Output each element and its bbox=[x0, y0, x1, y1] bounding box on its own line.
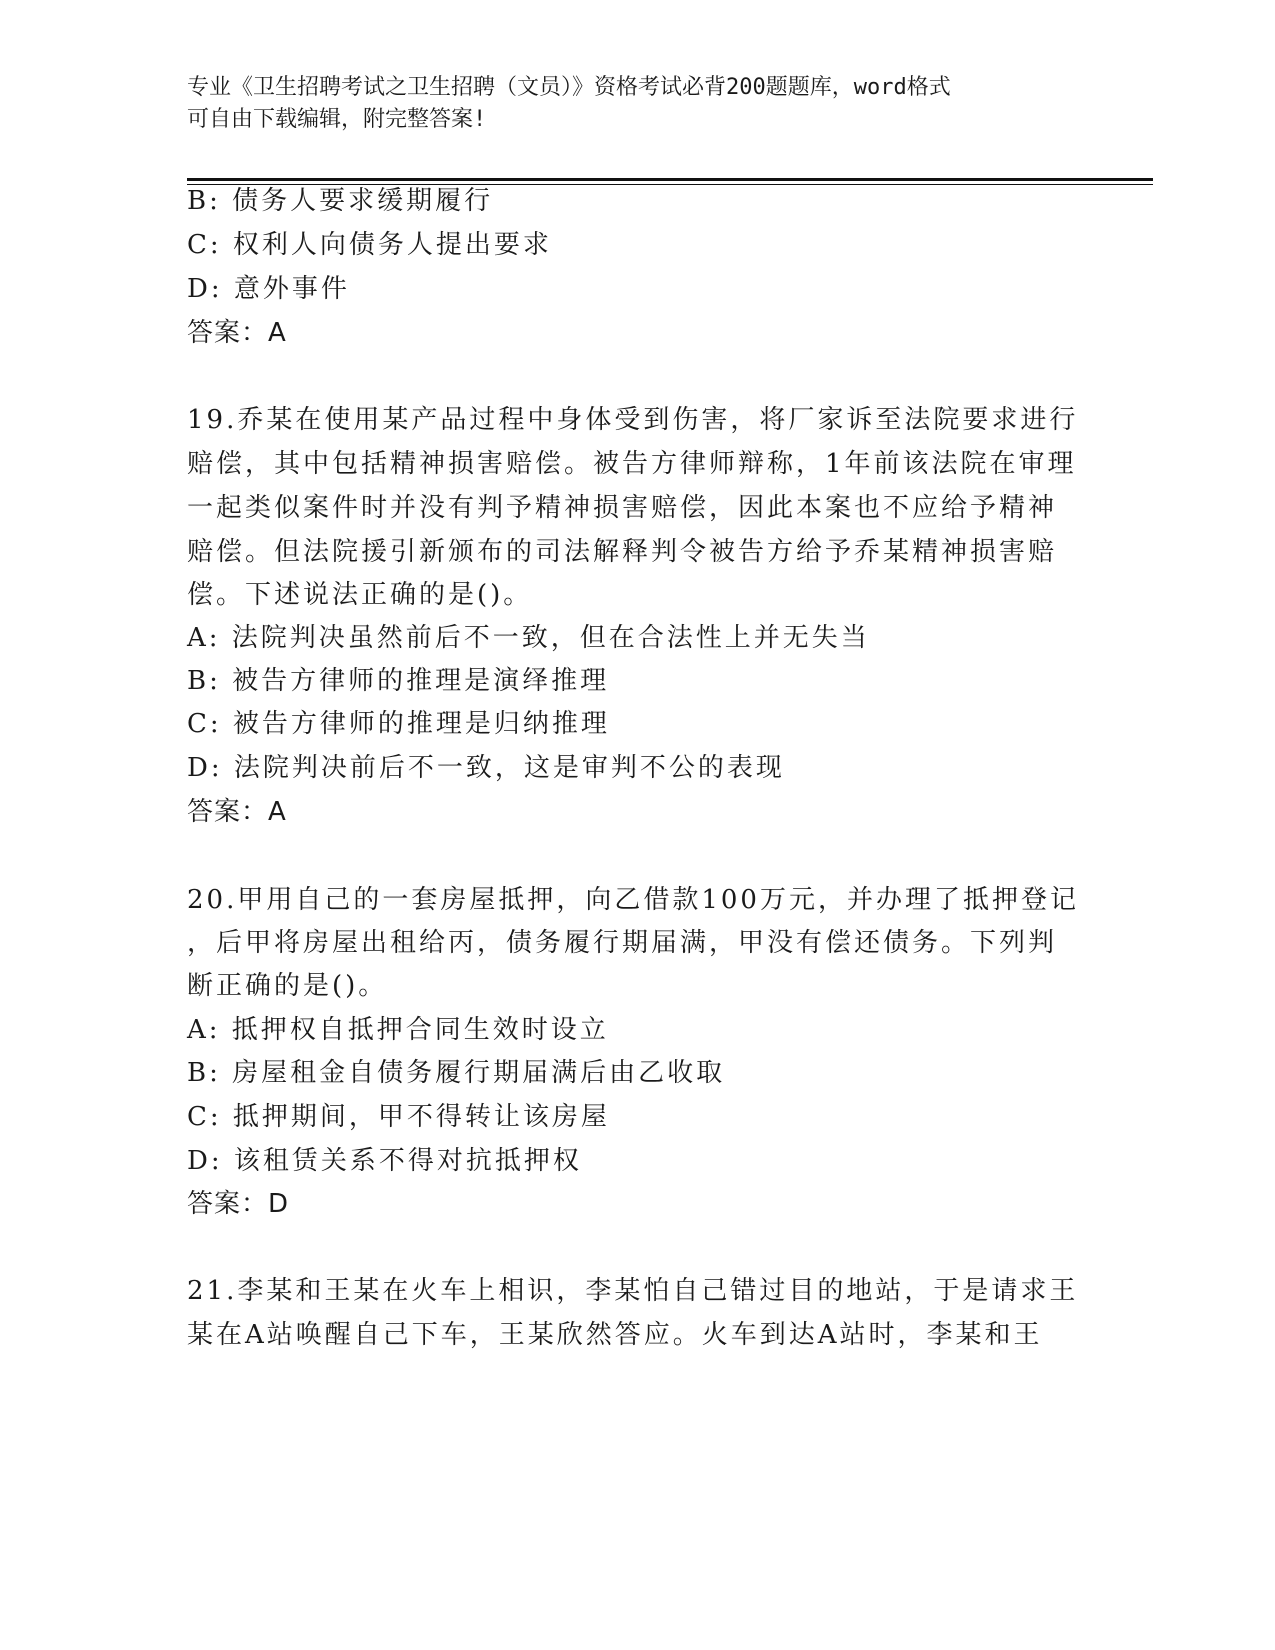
q18-option-c: C: 权利人向债务人提出要求 bbox=[187, 230, 552, 260]
q21-stem-line-1: 21.李某和王某在火车上相识，李某怕自己错过目的地站，于是请求王 bbox=[187, 1276, 1079, 1306]
q19-stem-line-5: 偿。下述说法正确的是()。 bbox=[187, 580, 533, 610]
q19-stem-line-1: 19.乔某在使用某产品过程中身体受到伤害，将厂家诉至法院要求进行 bbox=[187, 405, 1079, 435]
q19-stem-line-4: 赔偿。但法院援引新颁布的司法解释判令被告方给予乔某精神损害赔 bbox=[187, 537, 1058, 567]
header-title-line-1: 专业《卫生招聘考试之卫生招聘（文员）》资格考试必背200题题库，word格式 bbox=[187, 75, 951, 100]
q19-option-d: D: 法院判决前后不一致，这是审判不公的表现 bbox=[187, 753, 785, 783]
q19-option-b: B: 被告方律师的推理是演绎推理 bbox=[187, 666, 610, 696]
q20-answer: 答案：D bbox=[187, 1189, 290, 1219]
q20-option-d: D: 该租赁关系不得对抗抵押权 bbox=[187, 1146, 582, 1176]
q20-option-b: B: 房屋租金自债务履行期届满后由乙收取 bbox=[187, 1058, 726, 1088]
q19-answer: 答案：A bbox=[187, 797, 287, 827]
page-header bbox=[187, 72, 1087, 136]
q20-option-c: C: 抵押期间，甲不得转让该房屋 bbox=[187, 1102, 610, 1132]
q19-stem-line-3: 一起类似案件时并没有判予精神损害赔偿，因此本案也不应给予精神 bbox=[187, 493, 1058, 523]
q18-answer: 答案：A bbox=[187, 318, 287, 348]
q19-option-c: C: 被告方律师的推理是归纳推理 bbox=[187, 709, 610, 739]
q21-stem-line-2: 某在A站唤醒自己下车，王某欣然答应。火车到达A站时，李某和王 bbox=[187, 1320, 1043, 1350]
q20-stem-line-2: ，后甲将房屋出租给丙，债务履行期届满，甲没有偿还债务。下列判 bbox=[187, 928, 1058, 958]
q18-option-b: B: 债务人要求缓期履行 bbox=[187, 186, 494, 216]
q20-stem-line-3: 断正确的是()。 bbox=[187, 971, 388, 1001]
q18-option-d: D: 意外事件 bbox=[187, 274, 350, 304]
header-title-line-2: 可自由下载编辑，附完整答案! bbox=[187, 107, 487, 132]
q20-stem-line-1: 20.甲用自己的一套房屋抵押，向乙借款100万元，并办理了抵押登记 bbox=[187, 885, 1079, 915]
q20-option-a: A: 抵押权自抵押合同生效时设立 bbox=[187, 1015, 609, 1045]
q19-stem-line-2: 赔偿，其中包括精神损害赔偿。被告方律师辩称，1年前该法院在审理 bbox=[187, 449, 1077, 479]
q19-option-a: A: 法院判决虽然前后不一致，但在合法性上并无失当 bbox=[187, 623, 870, 653]
